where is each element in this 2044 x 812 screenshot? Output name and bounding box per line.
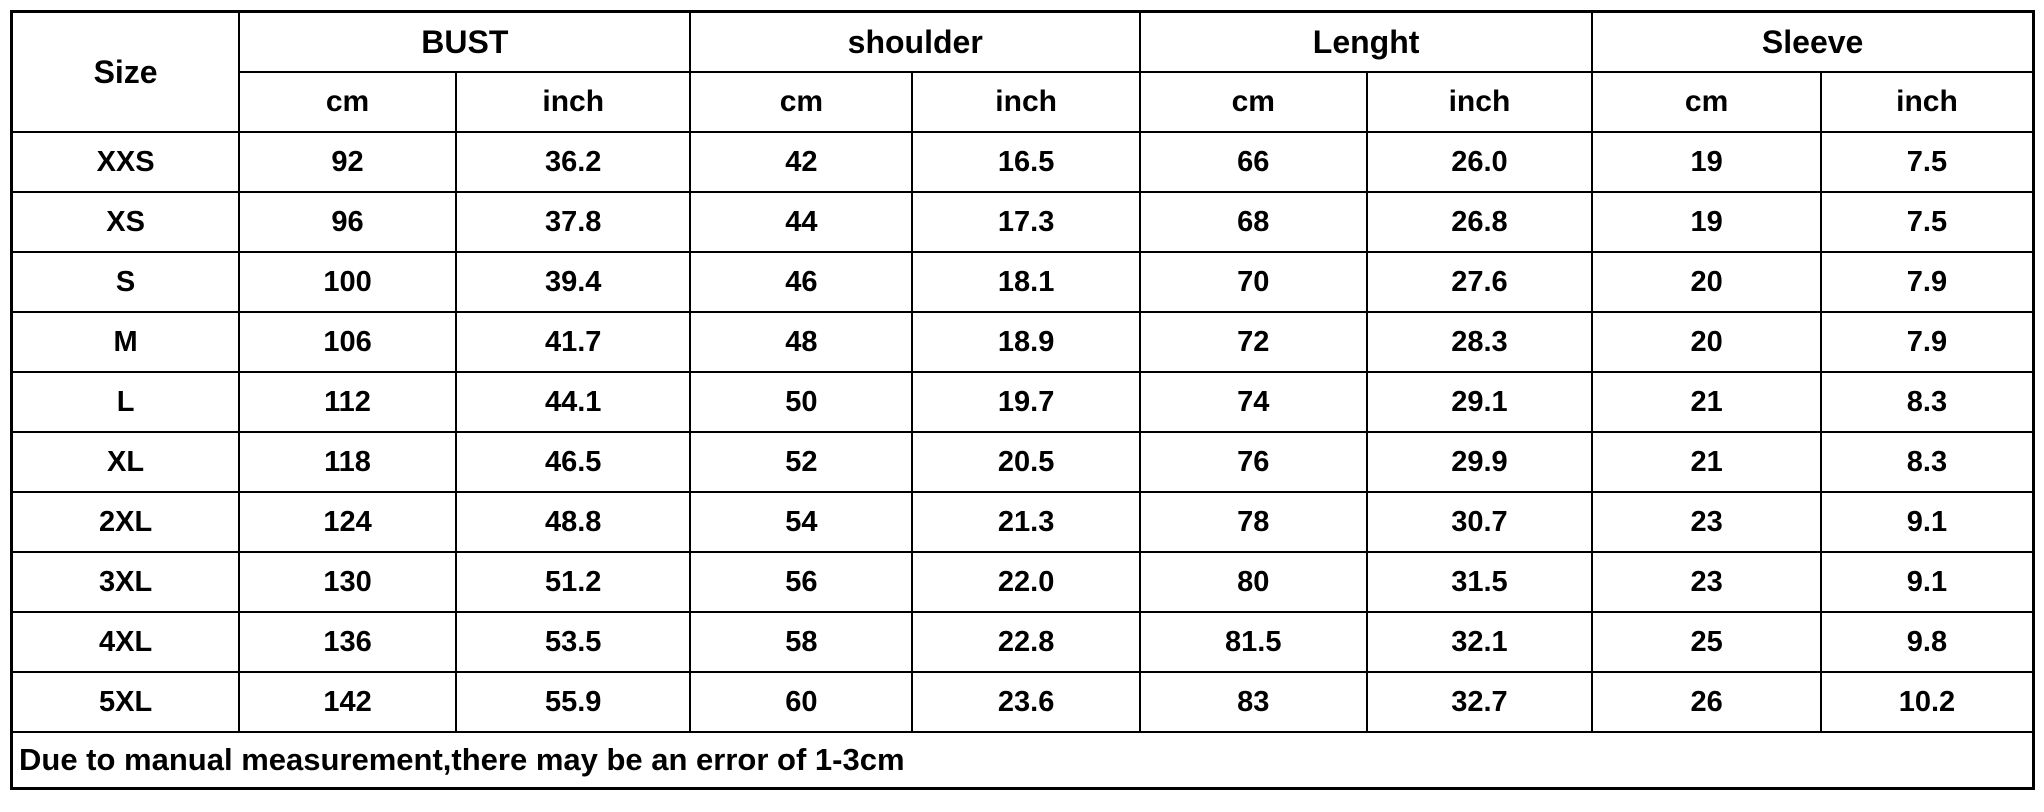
lenght-inch-cell: 27.6 bbox=[1367, 252, 1593, 312]
unit-header-lenght-inch: inch bbox=[1367, 72, 1593, 132]
size-cell: 5XL bbox=[12, 672, 240, 732]
bust-inch-cell: 37.8 bbox=[456, 192, 691, 252]
table-row bbox=[12, 552, 2034, 612]
unit-header-shoulder-cm: cm bbox=[690, 72, 912, 132]
table-row bbox=[12, 612, 2034, 672]
shoulder-cm-cell: 60 bbox=[690, 672, 912, 732]
table-row bbox=[12, 132, 2034, 192]
size-cell: M bbox=[12, 312, 240, 372]
size-cell: XL bbox=[12, 432, 240, 492]
unit-header-sleeve-cm: cm bbox=[1592, 72, 1821, 132]
table-row bbox=[12, 312, 2034, 372]
sleeve-cm-cell: 19 bbox=[1592, 192, 1821, 252]
lenght-cm-cell: 81.5 bbox=[1140, 612, 1367, 672]
bust-cm-cell: 136 bbox=[239, 612, 456, 672]
bust-cm-cell: 92 bbox=[239, 132, 456, 192]
table-row-unit-headers bbox=[12, 72, 2034, 132]
lenght-inch-cell: 31.5 bbox=[1367, 552, 1593, 612]
lenght-cm-cell: 68 bbox=[1140, 192, 1367, 252]
shoulder-inch-cell: 21.3 bbox=[912, 492, 1140, 552]
bust-inch-cell: 55.9 bbox=[456, 672, 691, 732]
bust-inch-cell: 48.8 bbox=[456, 492, 691, 552]
table-row bbox=[12, 252, 2034, 312]
lenght-cm-cell: 70 bbox=[1140, 252, 1367, 312]
shoulder-inch-cell: 20.5 bbox=[912, 432, 1140, 492]
shoulder-cm-cell: 42 bbox=[690, 132, 912, 192]
lenght-cm-cell: 76 bbox=[1140, 432, 1367, 492]
measurement-note: Due to manual measurement,there may be an error of 1-3cm bbox=[12, 732, 2034, 789]
lenght-cm-cell: 80 bbox=[1140, 552, 1367, 612]
column-header-shoulder: shoulder bbox=[690, 12, 1139, 73]
table-row bbox=[12, 492, 2034, 552]
unit-header-bust-inch: inch bbox=[456, 72, 691, 132]
bust-inch-cell: 39.4 bbox=[456, 252, 691, 312]
bust-cm-cell: 124 bbox=[239, 492, 456, 552]
sleeve-inch-cell: 7.5 bbox=[1821, 192, 2034, 252]
lenght-inch-cell: 26.0 bbox=[1367, 132, 1593, 192]
lenght-cm-cell: 78 bbox=[1140, 492, 1367, 552]
unit-header-sleeve-inch: inch bbox=[1821, 72, 2034, 132]
lenght-inch-cell: 26.8 bbox=[1367, 192, 1593, 252]
shoulder-inch-cell: 22.0 bbox=[912, 552, 1140, 612]
bust-inch-cell: 41.7 bbox=[456, 312, 691, 372]
shoulder-cm-cell: 58 bbox=[690, 612, 912, 672]
shoulder-inch-cell: 23.6 bbox=[912, 672, 1140, 732]
sleeve-inch-cell: 7.5 bbox=[1821, 132, 2034, 192]
sleeve-inch-cell: 9.8 bbox=[1821, 612, 2034, 672]
bust-cm-cell: 142 bbox=[239, 672, 456, 732]
lenght-inch-cell: 32.1 bbox=[1367, 612, 1593, 672]
sleeve-inch-cell: 10.2 bbox=[1821, 672, 2034, 732]
bust-cm-cell: 96 bbox=[239, 192, 456, 252]
sleeve-cm-cell: 23 bbox=[1592, 552, 1821, 612]
shoulder-cm-cell: 52 bbox=[690, 432, 912, 492]
shoulder-inch-cell: 16.5 bbox=[912, 132, 1140, 192]
table-row bbox=[12, 372, 2034, 432]
shoulder-cm-cell: 50 bbox=[690, 372, 912, 432]
unit-header-bust-cm: cm bbox=[239, 72, 456, 132]
shoulder-inch-cell: 18.9 bbox=[912, 312, 1140, 372]
column-header-sleeve: Sleeve bbox=[1592, 12, 2033, 73]
shoulder-cm-cell: 56 bbox=[690, 552, 912, 612]
sleeve-inch-cell: 9.1 bbox=[1821, 552, 2034, 612]
column-header-lenght: Lenght bbox=[1140, 12, 1592, 73]
lenght-cm-cell: 83 bbox=[1140, 672, 1367, 732]
lenght-cm-cell: 72 bbox=[1140, 312, 1367, 372]
sleeve-cm-cell: 21 bbox=[1592, 372, 1821, 432]
size-cell: XXS bbox=[12, 132, 240, 192]
sleeve-inch-cell: 8.3 bbox=[1821, 372, 2034, 432]
table-row-footer-note bbox=[12, 732, 2034, 789]
lenght-inch-cell: 32.7 bbox=[1367, 672, 1593, 732]
bust-cm-cell: 130 bbox=[239, 552, 456, 612]
sleeve-inch-cell: 7.9 bbox=[1821, 252, 2034, 312]
shoulder-inch-cell: 22.8 bbox=[912, 612, 1140, 672]
table-row-group-headers bbox=[12, 12, 2034, 73]
size-cell: L bbox=[12, 372, 240, 432]
sleeve-inch-cell: 7.9 bbox=[1821, 312, 2034, 372]
bust-inch-cell: 51.2 bbox=[456, 552, 691, 612]
sleeve-inch-cell: 9.1 bbox=[1821, 492, 2034, 552]
lenght-inch-cell: 28.3 bbox=[1367, 312, 1593, 372]
bust-inch-cell: 46.5 bbox=[456, 432, 691, 492]
shoulder-cm-cell: 46 bbox=[690, 252, 912, 312]
lenght-inch-cell: 30.7 bbox=[1367, 492, 1593, 552]
column-header-bust: BUST bbox=[239, 12, 690, 73]
shoulder-inch-cell: 19.7 bbox=[912, 372, 1140, 432]
size-cell: 2XL bbox=[12, 492, 240, 552]
bust-cm-cell: 100 bbox=[239, 252, 456, 312]
sleeve-cm-cell: 21 bbox=[1592, 432, 1821, 492]
size-cell: 3XL bbox=[12, 552, 240, 612]
unit-header-shoulder-inch: inch bbox=[912, 72, 1140, 132]
shoulder-inch-cell: 17.3 bbox=[912, 192, 1140, 252]
shoulder-inch-cell: 18.1 bbox=[912, 252, 1140, 312]
sleeve-cm-cell: 26 bbox=[1592, 672, 1821, 732]
shoulder-cm-cell: 48 bbox=[690, 312, 912, 372]
size-chart-table bbox=[10, 10, 2035, 790]
size-cell: S bbox=[12, 252, 240, 312]
table-row bbox=[12, 192, 2034, 252]
bust-cm-cell: 112 bbox=[239, 372, 456, 432]
lenght-inch-cell: 29.9 bbox=[1367, 432, 1593, 492]
shoulder-cm-cell: 44 bbox=[690, 192, 912, 252]
sleeve-cm-cell: 23 bbox=[1592, 492, 1821, 552]
table-row bbox=[12, 672, 2034, 732]
bust-inch-cell: 36.2 bbox=[456, 132, 691, 192]
bust-inch-cell: 53.5 bbox=[456, 612, 691, 672]
bust-inch-cell: 44.1 bbox=[456, 372, 691, 432]
sleeve-cm-cell: 25 bbox=[1592, 612, 1821, 672]
size-cell: XS bbox=[12, 192, 240, 252]
bust-cm-cell: 106 bbox=[239, 312, 456, 372]
sleeve-cm-cell: 20 bbox=[1592, 312, 1821, 372]
sleeve-cm-cell: 19 bbox=[1592, 132, 1821, 192]
sleeve-inch-cell: 8.3 bbox=[1821, 432, 2034, 492]
size-cell: 4XL bbox=[12, 612, 240, 672]
table-row bbox=[12, 432, 2034, 492]
lenght-cm-cell: 74 bbox=[1140, 372, 1367, 432]
sleeve-cm-cell: 20 bbox=[1592, 252, 1821, 312]
bust-cm-cell: 118 bbox=[239, 432, 456, 492]
column-header-size: Size bbox=[12, 12, 240, 133]
lenght-cm-cell: 66 bbox=[1140, 132, 1367, 192]
lenght-inch-cell: 29.1 bbox=[1367, 372, 1593, 432]
unit-header-lenght-cm: cm bbox=[1140, 72, 1367, 132]
shoulder-cm-cell: 54 bbox=[690, 492, 912, 552]
